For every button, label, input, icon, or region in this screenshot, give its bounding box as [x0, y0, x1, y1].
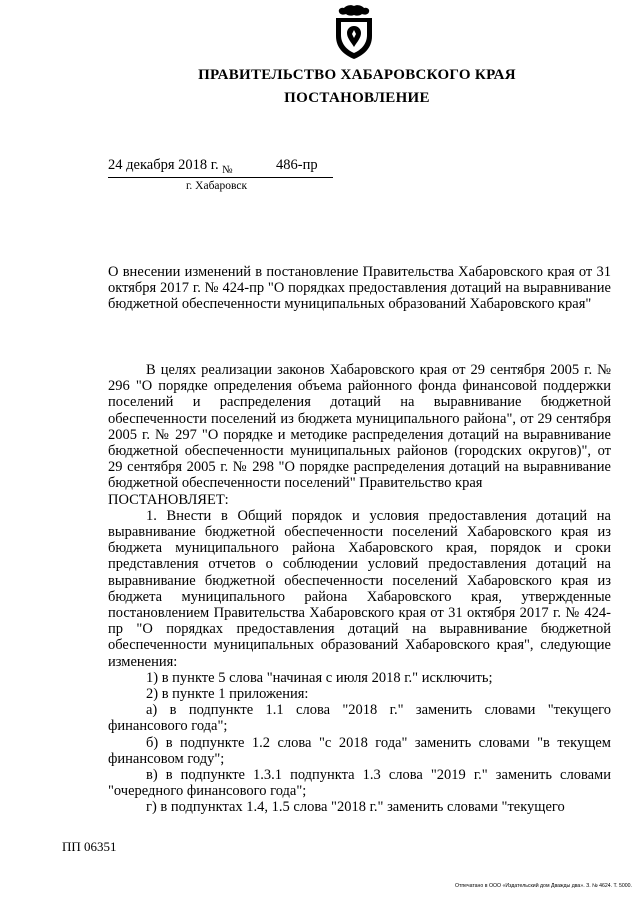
item-1-paragraph: 1. Внести в Общий порядок и условия предоставления дотаций на выравнивание бюджетной обеспеченности поселений Хабаровского края из бюджета муниципального района Хабаровского края, порядок и сроки представления отчетов о соблюдении условий предоставления дотаций на выравнивание бюджетной обеспеченности поселений Хабаровского края из бюджета муниципального района Хабаровского края, утвержденные постановлением Правительства Хабаровского края от 31 октября 2017 г. № 424-пр "О порядках предоставления дотаций на выравнивание бюджетной обеспеченности муниципальных образований Хабаровского края", следующие изменения:	[108, 507, 611, 670]
subitem-2: 2) в пункте 1 приложения:	[146, 686, 309, 703]
decree-word: ПОСТАНОВЛЯЕТ:	[108, 491, 229, 508]
registry-code: ПП 06351	[62, 839, 117, 854]
subitem-2a: а) в подпункте 1.1 слова "2018 г." заменить словами "текущего финансового года";	[108, 702, 611, 735]
date-number-line	[108, 155, 333, 178]
subitem-2g: г) в подпунктах 1.4, 1.5 слова "2018 г." заменить словами "текущего	[146, 799, 565, 816]
preamble-paragraph: В целях реализации законов Хабаровского края от 29 сентября 2005 г. № 296 "О порядке определения объема районного фонда финансовой поддержки поселений и распределения дотаций на выравнивание бюджетной обеспеченности поселений из бюджета муниципального района", от 29 сентября 2005 г. № 297 "О порядке и методике распределения дотаций на выравнивание бюджетной обеспеченности муниципальных районов (городских округов)", от 29 сентября 2005 г. № 298 "О порядке распределения дотаций на выравнивание бюджетной обеспеченности поселений" Правительство края	[108, 362, 611, 492]
document-body	[108, 362, 611, 816]
document-title: О внесении изменений в постановление Правительства Хабаровского края от 31 октября 2017 г. № 424-пр "О порядках предоставления дотаций на выравнивание бюджетной обеспеченности муниципальных образований Хабаровского края"	[108, 264, 611, 312]
document-number: 486-пр	[276, 157, 318, 173]
khabarovsk-coat-of-arms-icon	[332, 4, 376, 60]
document-city: г. Хабаровск	[186, 180, 248, 192]
subitem-2b: б) в подпункте 1.2 слова "с 2018 года" заменить словами "в текущем финансовом году";	[108, 734, 611, 767]
printing-note: Отпечатано в ООО «Издательский дом Дважды два». З. № 4624. Т. 5000.	[454, 883, 632, 889]
government-name: ПРАВИТЕЛЬСТВО ХАБАРОВСКОГО КРАЯ	[198, 67, 516, 83]
document-type: ПОСТАНОВЛЕНИЕ	[284, 90, 430, 106]
document-date: 24 декабря 2018 г.	[108, 157, 219, 173]
subitem-1: 1) в пункте 5 слова "начиная с июля 2018 г." исключить;	[146, 669, 493, 686]
subitem-2v: в) в подпункте 1.3.1 подпункта 1.3 слова "2019 г." заменить словами "очередного финансового года";	[108, 767, 611, 800]
number-sign: №	[222, 164, 233, 176]
